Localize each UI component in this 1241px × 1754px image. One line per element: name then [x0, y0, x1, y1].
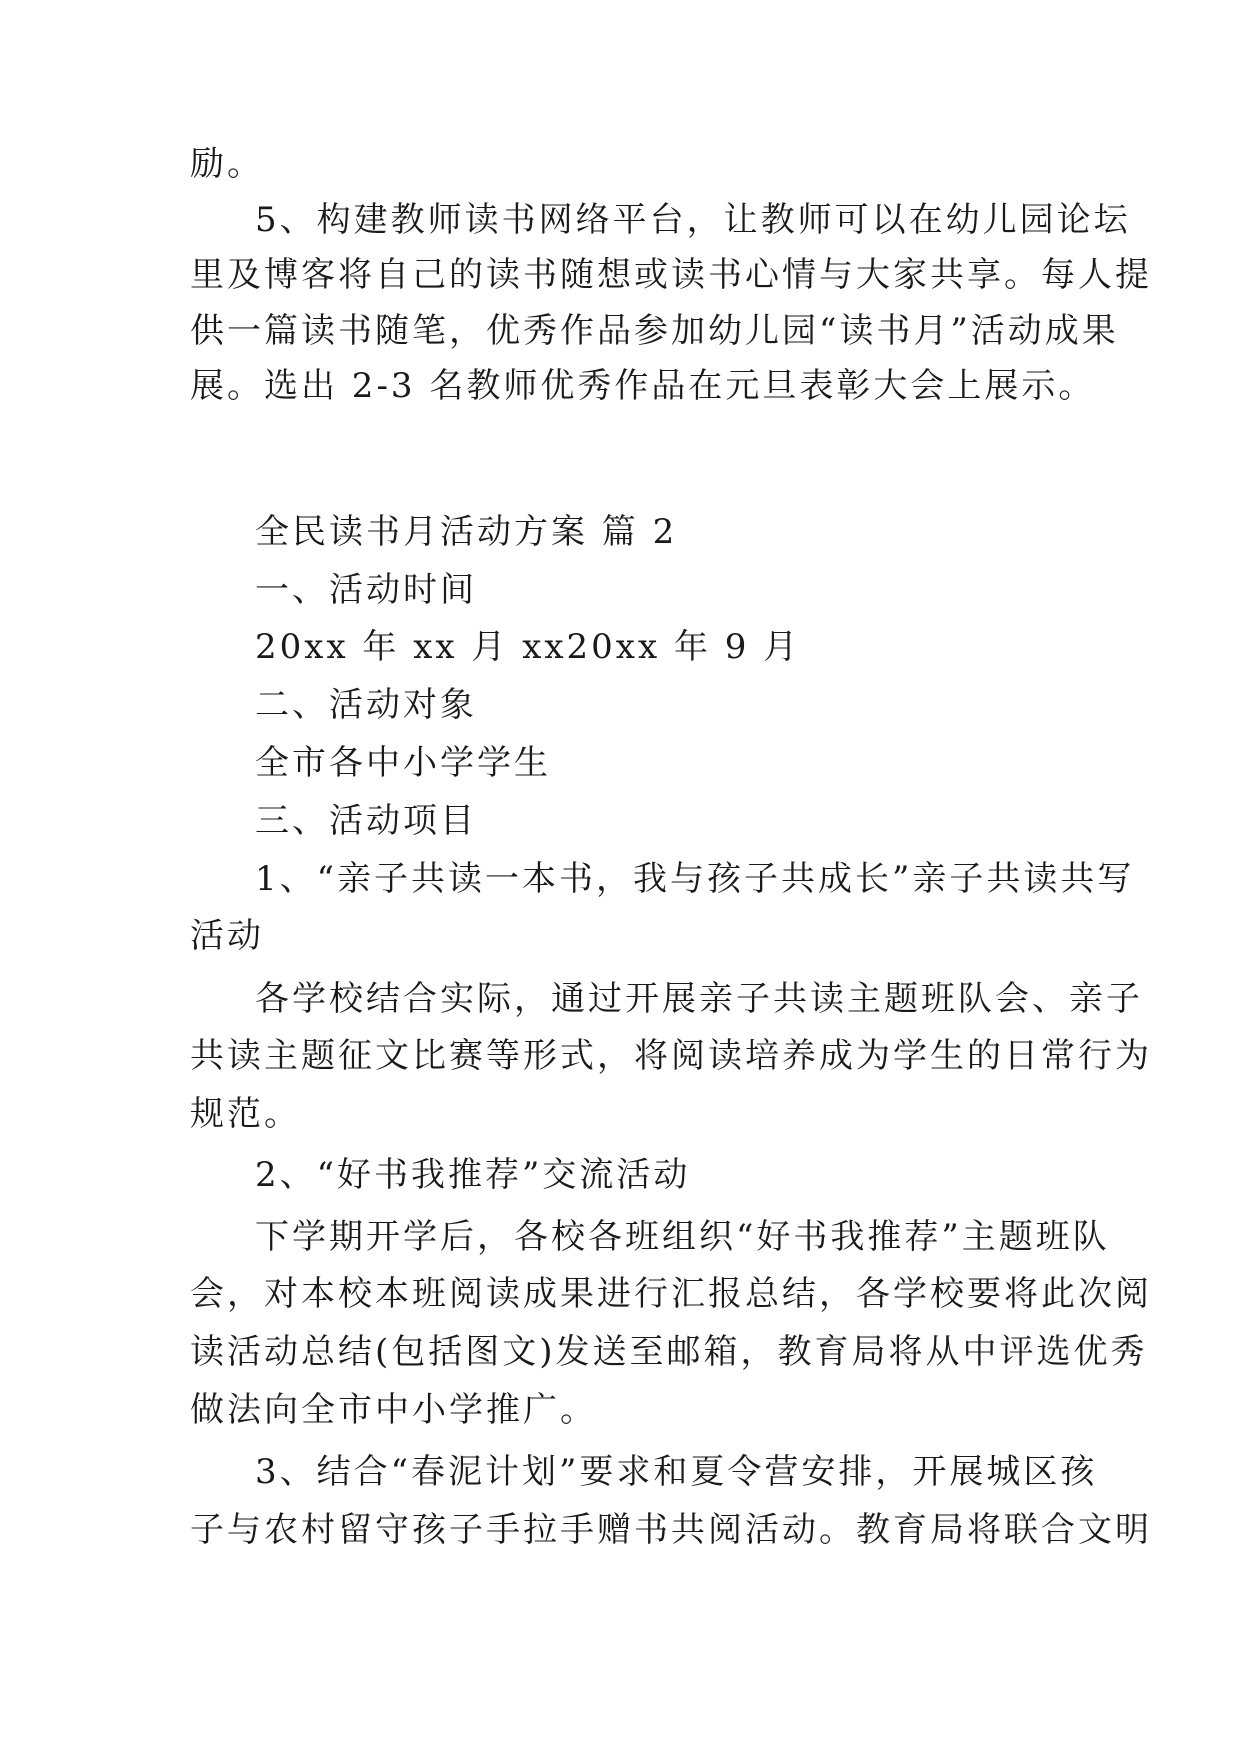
- text-line: 读活动总结(包括图文)发送至邮箱，教育局将从中评选优秀: [190, 1332, 1148, 1372]
- text-line: 1、“亲子共读一本书，我与孩子共成长”亲子共读共写: [255, 859, 1135, 899]
- text-line: 共读主题征文比赛等形式，将阅读培养成为学生的日常行为: [190, 1036, 1152, 1076]
- text-line: 20xx 年 xx 月 xx20xx 年 9 月: [255, 627, 801, 667]
- text-line: 活动: [190, 916, 264, 956]
- text-line: 全市各中小学学生: [255, 743, 551, 783]
- text-line: 会，对本校本班阅读成果进行汇报总结，各学校要将此次阅: [190, 1274, 1152, 1314]
- text-line: 2、“好书我推荐”交流活动: [255, 1155, 691, 1195]
- text-line: 子与农村留守孩子手拉手赠书共阅活动。教育局将联合文明: [190, 1510, 1152, 1550]
- text-line: 三、活动项目: [255, 801, 477, 841]
- section-heading: 全民读书月活动方案 篇 2: [255, 512, 678, 552]
- text-line: 一、活动时间: [255, 570, 477, 610]
- text-line: 5、构建教师读书网络平台，让教师可以在幼儿园论坛: [255, 200, 1131, 240]
- text-line: 二、活动对象: [255, 685, 477, 725]
- text-line: 励。: [190, 144, 264, 184]
- text-line: 做法向全市中小学推广。: [190, 1390, 597, 1430]
- text-line: 各学校结合实际，通过开展亲子共读主题班队会、亲子: [255, 979, 1143, 1019]
- text-line: 里及博客将自己的读书随想或读书心情与大家共享。每人提: [190, 255, 1152, 295]
- text-line: 供一篇读书随笔，优秀作品参加幼儿园“读书月”活动成果: [190, 311, 1119, 351]
- text-line: 下学期开学后，各校各班组织“好书我推荐”主题班队: [255, 1217, 1110, 1257]
- text-line: 规范。: [190, 1094, 301, 1134]
- text-line: 展。选出 2-3 名教师优秀作品在元旦表彰大会上展示。: [190, 366, 1096, 406]
- text-line: 3、结合“春泥计划”要求和夏令营安排，开展城区孩: [255, 1452, 1098, 1492]
